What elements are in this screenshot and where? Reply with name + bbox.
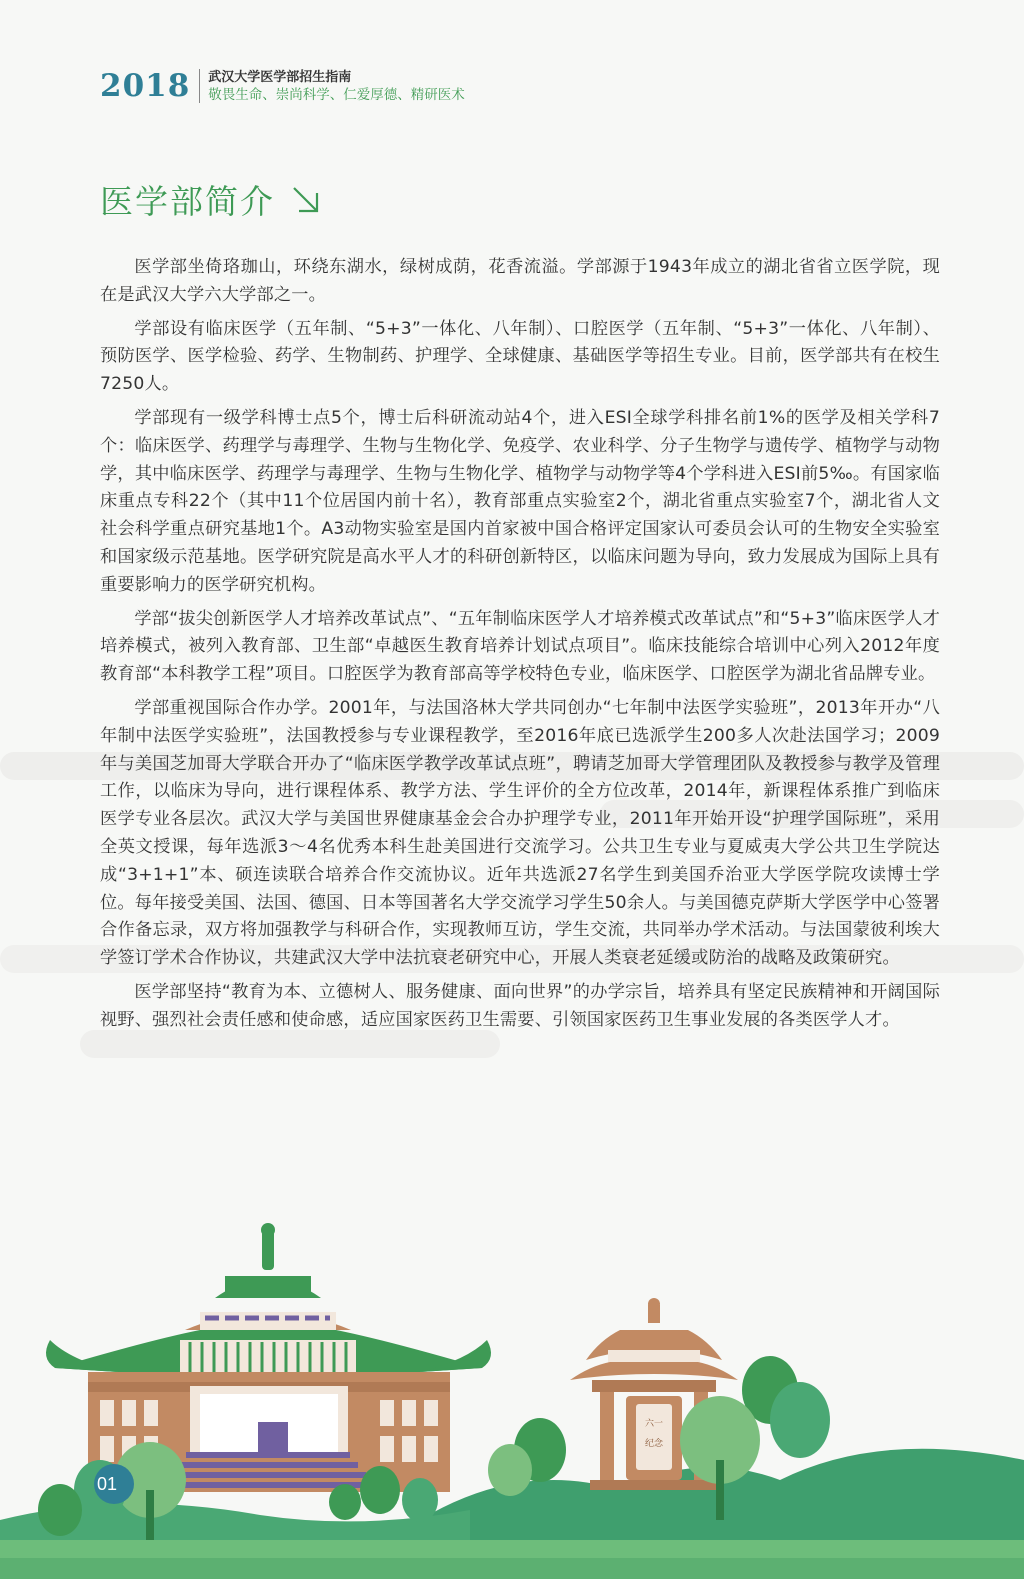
svg-text:纪念: 纪念: [644, 1439, 664, 1449]
section-title: 医学部简介: [100, 182, 275, 221]
header-motto: 敬畏生命、崇尚科学、仁爱厚德、精研医术: [208, 86, 465, 103]
intro-paragraph: 医学部坚持“教育为本、立德树人、服务健康、面向世界”的办学宗旨，培养具有坚定民族精神和开阔国际视野、强烈社会责任感和使命感，适应国家医药卫生需要、引领国家医药卫生事业发展的各类医学人才。: [100, 981, 940, 1030]
intro-paragraph: 学部现有一级学科博士点5个，博士后科研流动站4个，进入ESI全球学科排名前1%的医学及相关学科7个：临床医学、药理学与毒理学、生物与生物化学、免疫学、农业科学、分子生物学与遗传学、植物学与动物学，其中临床医学、药理学与毒理学、生物与生物化学、植物学与动物学等4个学科进入ESI前5‰。有国家临床重点专科22个（其中11个位居国内前十名），教育部重点实验室2个，湖北省重点实验室7个，湖北省人文社会科学重点研究基地1个。A3动物实验室是国内首家被中国合格评定国家认可委员会认可的生物安全实验室和国家级示范基地。医学研究院是高水平人才的科研创新特区，以临床问题为导向，致力发展成为国际上具有重要影响力的医学研究机构。: [100, 407, 940, 595]
svg-text:六一: 六一: [644, 1419, 664, 1429]
intro-paragraph: 学部重视国际合作办学。2001年，与法国洛林大学共同创办“七年制中法医学实验班”，2013年开办“八年制中法医学实验班”，法国教授参与专业课程教学，至2016年底已选派学生200多人次赴法国学习；2009年与美国芝加哥大学联合开办了“临床医学教学改革试点班”，聘请芝加哥大学管理团队及教授参与教学及管理工作，以临床为导向，进行课程体系、教学方法、学生评价的全方位改革，2014年，新课程体系推广到临床医学专业各层次。武汉大学与美国世界健康基金会合办护理学专业，2011年开始开设“护理学国际班”，采用全英文授课，每年选派3～4名优秀本科生赴美国进行交流学习。公共卫生专业与夏威夷大学公共卫生学院达成“3+1+1”本、硕连读联合培养合作交流协议。近年共选派27名学生到美国乔治亚大学医学院攻读博士学位。每年接受美国、法国、德国、日本等国著名大学交流学习学生50余人。与美国德克萨斯大学医学中心签署合作备忘录，双方将加强教学与科研合作，实现教师互访，学生交流，共同举办学术活动。与法国蒙彼利埃大学签订学术合作协议，共建武汉大学中法抗衰老研究中心，开展人类衰老延缓或防治的战略及政策研究。: [100, 697, 940, 969]
header-text: [208, 69, 465, 104]
intro-paragraph: 学部设有临床医学（五年制、“5+3”一体化、八年制）、口腔医学（五年制、“5+3”一体化、八年制）、预防医学、医学检验、药学、生物制药、护理学、全球健康、基础医学等招生专业。目前，医学部共有在校生7250人。: [100, 318, 940, 395]
page-header: [100, 68, 465, 104]
section-heading: [100, 176, 321, 223]
intro-paragraph: 学部“拔尖创新医学人才培养改革试点”、“五年制临床医学人才培养模式改革试点”和“5+3”临床医学人才培养模式，被列入教育部、卫生部“卓越医生教育培养计划试点项目”。临床技能综合培训中心列入2012年度教育部“本科教学工程”项目。口腔医学为教育部高等学校特色专业，临床医学、口腔医学为湖北省品牌专业。: [100, 608, 940, 685]
intro-body: [100, 254, 940, 1041]
arrow-down-right-icon: [291, 185, 321, 215]
ground: [0, 1558, 1024, 1579]
header-divider: [199, 69, 200, 103]
header-year: 2018: [100, 68, 191, 104]
intro-paragraph: 医学部坐倚珞珈山，环绕东湖水，绿树成荫，花香流溢。学部源于1943年成立的湖北省省立医学院，现在是武汉大学六大学部之一。: [100, 257, 940, 305]
page-number: 01: [97, 1474, 118, 1494]
library-building: [46, 1223, 491, 1492]
guide-title: 武汉大学医学部招生指南: [208, 69, 352, 85]
campus-illustration: [0, 1190, 1024, 1579]
